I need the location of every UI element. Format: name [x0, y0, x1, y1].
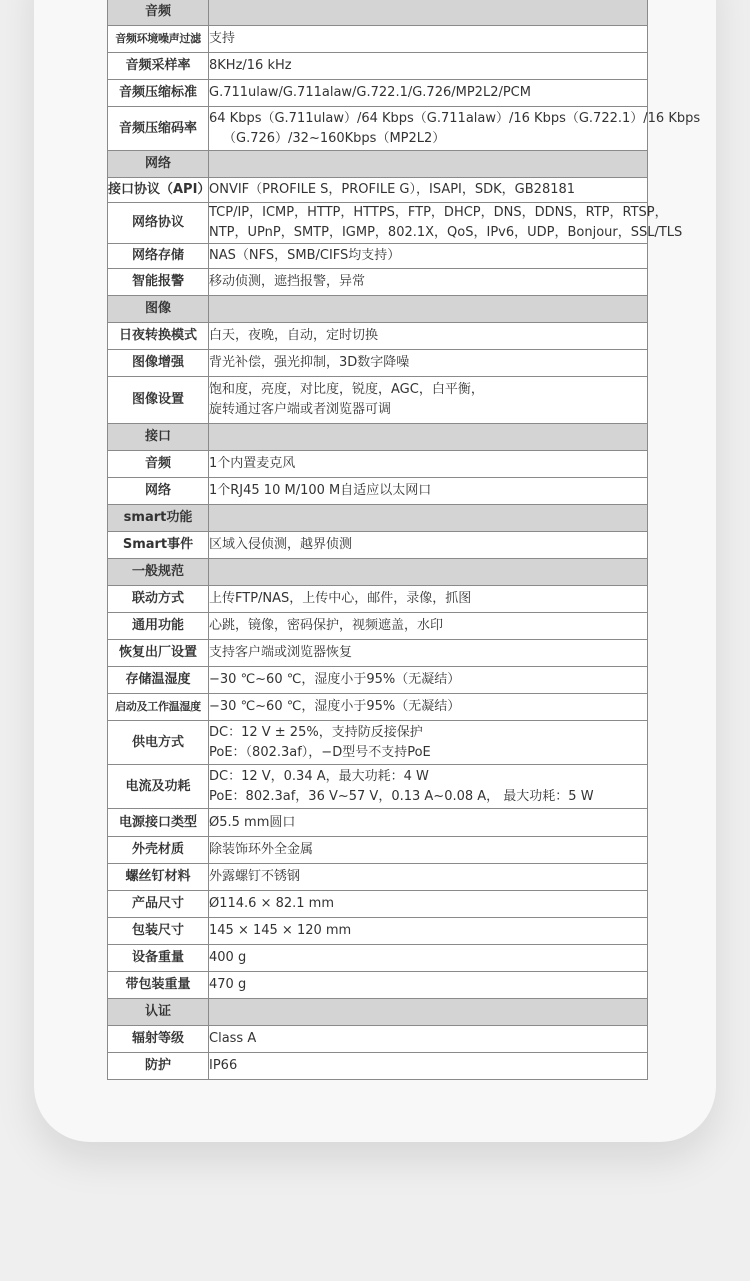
spec-value-cell — [209, 203, 683, 244]
section-header-row — [108, 505, 648, 532]
spec-row — [108, 80, 648, 107]
spec-value-cell — [209, 809, 648, 837]
spec-value-line: Ø114.6 × 82.1 mm — [209, 896, 335, 911]
spec-value-line: 心跳，镜像，密码保护，视频遮盖，水印 — [209, 618, 444, 633]
spec-value-line: −30 ℃~60 ℃，湿度小于95%（无凝结） — [209, 672, 461, 687]
spec-value-line: NAS（NFS，SMB/CIFS均支持） — [209, 248, 401, 263]
spec-value-cell — [209, 945, 648, 972]
spec-value-cell — [209, 1053, 648, 1080]
spec-row — [108, 107, 648, 151]
spec-row — [108, 377, 648, 424]
spec-row — [108, 451, 648, 478]
spec-value-cell — [209, 694, 648, 721]
spec-row — [108, 837, 648, 864]
spec-value-line: TCP/IP，ICMP，HTTP，HTTPS，FTP，DHCP，DNS，DDNS，RTP，RTSP， — [209, 205, 668, 220]
spec-row — [108, 1053, 648, 1080]
spec-value-line: 白天，夜晚，自动，定时切换 — [209, 328, 379, 343]
spec-row — [108, 613, 648, 640]
spec-label: 电流及功耗 — [108, 765, 209, 809]
spec-table — [107, 0, 701, 1080]
spec-value-cell — [209, 765, 648, 809]
section-header-row — [108, 559, 648, 586]
spec-row — [108, 809, 648, 837]
section-header-row — [108, 424, 648, 451]
spec-value-cell — [209, 26, 648, 53]
spec-value-cell — [209, 451, 648, 478]
spec-value-line: 1个内置麦克风 — [209, 456, 296, 471]
spec-value-line: PoE：（802.3af），−D型号不支持PoE — [209, 744, 431, 760]
spec-label: 日夜转换模式 — [108, 323, 209, 350]
spec-label: 电源接口类型 — [108, 809, 209, 837]
spec-label: 通用功能 — [108, 613, 209, 640]
spec-value-line: DC：12 V，0.34 A，最大功耗：4 W — [209, 768, 429, 784]
spec-value-line: 除装饰环外全金属 — [209, 842, 314, 857]
spec-value-line: 背光补偿，强光抑制，3D数字降噪 — [209, 355, 410, 370]
spec-row — [108, 765, 648, 809]
section-title: 音频 — [108, 0, 209, 26]
spec-label: 网络协议 — [108, 203, 209, 244]
spec-value-cell — [209, 53, 648, 80]
spec-label: 图像设置 — [108, 377, 209, 424]
spec-label: 图像增强 — [108, 350, 209, 377]
spec-value-line: 上传FTP/NAS，上传中心，邮件，录像，抓图 — [209, 591, 472, 606]
spec-row — [108, 694, 648, 721]
spec-label: 产品尺寸 — [108, 891, 209, 918]
spec-value-cell — [209, 667, 648, 694]
spec-value-line: 145 × 145 × 120 mm — [209, 923, 352, 938]
spec-table-body — [108, 0, 701, 1080]
spec-row — [108, 350, 648, 377]
spec-row — [108, 945, 648, 972]
spec-row — [108, 26, 648, 53]
spec-row — [108, 640, 648, 667]
spec-value-cell — [209, 377, 648, 424]
spec-value-cell — [209, 864, 648, 891]
spec-value-line: Ø5.5 mm圆口 — [209, 814, 296, 830]
spec-row — [108, 918, 648, 945]
section-header-row — [108, 296, 648, 323]
spec-label: 外壳材质 — [108, 837, 209, 864]
spec-value-cell — [209, 107, 701, 151]
spec-row — [108, 891, 648, 918]
spec-row — [108, 667, 648, 694]
spec-value-line: 64 Kbps（G.711ulaw）/64 Kbps（G.711alaw）/16 Kbps（G.722.1）/16 Kbps — [209, 110, 701, 126]
spec-value-line: 旋转通过客户端或者浏览器可调 — [209, 402, 392, 417]
spec-row — [108, 323, 648, 350]
spec-value-cell — [209, 586, 648, 613]
spec-label: Smart事件 — [108, 532, 209, 559]
spec-row — [108, 972, 648, 999]
spec-value-line: −30 ℃~60 ℃，湿度小于95%（无凝结） — [209, 699, 461, 714]
section-header-row — [108, 0, 648, 26]
spec-value-cell — [209, 269, 648, 296]
spec-value-line: 8KHz/16 kHz — [209, 58, 292, 73]
section-title: 网络 — [108, 151, 209, 178]
spec-value-line: 支持客户端或浏览器恢复 — [209, 645, 353, 660]
spec-value-cell — [209, 1026, 648, 1053]
section-blank-cell — [209, 505, 648, 532]
spec-value-line: 400 g — [209, 950, 247, 965]
section-title: 接口 — [108, 424, 209, 451]
spec-label: 智能报警 — [108, 269, 209, 296]
spec-value-cell — [209, 178, 648, 203]
spec-label: 网络存储 — [108, 244, 209, 269]
spec-value-cell — [209, 640, 648, 667]
spec-label: 音频采样率 — [108, 53, 209, 80]
section-blank-cell — [209, 559, 648, 586]
section-blank-cell — [209, 151, 648, 178]
spec-value-cell — [209, 244, 648, 269]
spec-value-line: IP66 — [209, 1058, 238, 1073]
spec-row — [108, 586, 648, 613]
spec-label: 存储温湿度 — [108, 667, 209, 694]
spec-value-cell — [209, 891, 648, 918]
spec-value-line: 470 g — [209, 977, 247, 992]
spec-row — [108, 269, 648, 296]
section-title: smart功能 — [108, 505, 209, 532]
spec-value-line: 外露螺钉不锈钢 — [209, 869, 301, 884]
section-blank-cell — [209, 0, 648, 26]
spec-value-cell — [209, 918, 648, 945]
spec-value-cell — [209, 350, 648, 377]
section-header-row — [108, 999, 648, 1026]
spec-row — [108, 178, 648, 203]
spec-value-line: PoE：802.3af，36 V~57 V，0.13 A~0.08 A， 最大功耗：5 W — [209, 788, 594, 804]
spec-label: 供电方式 — [108, 721, 209, 765]
spec-value-line: 支持 — [209, 31, 236, 46]
spec-row — [108, 721, 648, 765]
spec-label: 螺丝钉材料 — [108, 864, 209, 891]
spec-value-cell — [209, 837, 648, 864]
spec-label: 音频压缩标准 — [108, 80, 209, 107]
spec-label: 设备重量 — [108, 945, 209, 972]
spec-value-line: Class A — [209, 1031, 257, 1046]
section-title: 图像 — [108, 296, 209, 323]
spec-value-cell — [209, 972, 648, 999]
spec-label: 音频压缩码率 — [108, 107, 209, 151]
spec-value-line: 1个RJ45 10 M/100 M自适应以太网口 — [209, 483, 432, 498]
spec-label: 带包装重量 — [108, 972, 209, 999]
spec-value-cell — [209, 323, 648, 350]
spec-row — [108, 1026, 648, 1053]
spec-row — [108, 244, 648, 269]
spec-value-line: 区域入侵侦测，越界侦测 — [209, 537, 353, 552]
section-title: 认证 — [108, 999, 209, 1026]
section-blank-cell — [209, 424, 648, 451]
spec-label: 包装尺寸 — [108, 918, 209, 945]
spec-label: 恢复出厂设置 — [108, 640, 209, 667]
spec-row — [108, 478, 648, 505]
section-title: 一般规范 — [108, 559, 209, 586]
spec-label: 联动方式 — [108, 586, 209, 613]
spec-row — [108, 203, 648, 244]
spec-value-cell — [209, 721, 648, 765]
spec-value-line: NTP，UPnP，SMTP，IGMP，802.1X，QoS，IPv6，UDP，Bonjour，SSL/TLS — [209, 225, 683, 240]
spec-value-cell — [209, 613, 648, 640]
section-blank-cell — [209, 999, 648, 1026]
section-header-row — [108, 151, 648, 178]
spec-value-cell — [209, 532, 648, 559]
spec-value-line: （G.726）/32~160Kbps（MP2L2） — [223, 130, 446, 146]
spec-label: 辐射等级 — [108, 1026, 209, 1053]
spec-value-line: 饱和度，亮度，对比度，锐度，AGC，白平衡， — [209, 382, 484, 397]
spec-value-cell — [209, 478, 648, 505]
spec-value-line: DC：12 V ± 25%，支持防反接保护 — [209, 724, 423, 740]
spec-value-line: ONVIF（PROFILE S，PROFILE G），ISAPI，SDK，GB28181 — [209, 182, 576, 197]
spec-row — [108, 532, 648, 559]
spec-label: 网络 — [108, 478, 209, 505]
spec-value-line: 移动侦测，遮挡报警，异常 — [209, 274, 366, 289]
spec-label: 接口协议（API） — [108, 178, 209, 203]
spec-row — [108, 864, 648, 891]
spec-label: 启动及工作温湿度 — [108, 694, 209, 721]
spec-row — [108, 53, 648, 80]
spec-label: 防护 — [108, 1053, 209, 1080]
spec-label: 音频 — [108, 451, 209, 478]
spec-value-cell — [209, 80, 648, 107]
spec-label: 音频环境噪声过滤 — [108, 26, 209, 53]
section-blank-cell — [209, 296, 648, 323]
spec-value-line: G.711ulaw/G.711alaw/G.722.1/G.726/MP2L2/PCM — [209, 85, 531, 100]
